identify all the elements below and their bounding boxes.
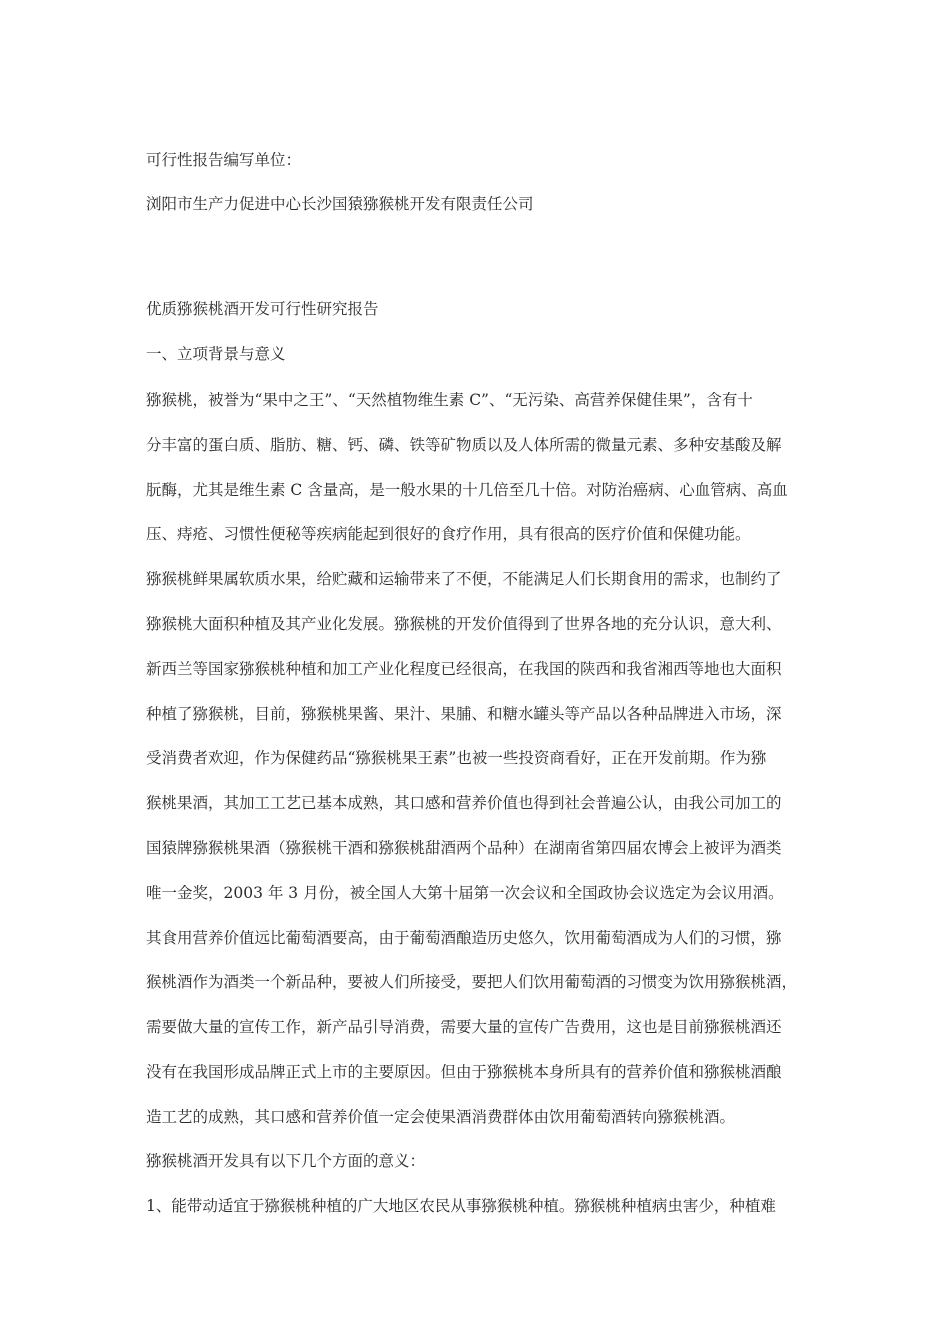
body-line: 1、能带动适宜于猕猴桃种植的广大地区农民从事猕猴桃种植。猕猴桃种植病虫害少，种植难: [146, 1197, 776, 1215]
body-line: 唯一金奖，2003 年 3 月份，被全国人大第十届第一次会议和全国政协会议选定为会议用酒。: [146, 884, 784, 902]
report-title: 优质猕猴桃酒开发可行性研究报告: [146, 300, 379, 318]
body-line: 新西兰等国家猕猴桃种植和加工产业化程度已经很高，在我国的陕西和我省湘西等地也大面积: [146, 660, 782, 678]
compiler-label: 可行性报告编写单位：: [146, 151, 302, 169]
body-line: 造工艺的成熟，其口感和营养价值一定会使果酒消费群体由饮用葡萄酒转向猕猴桃酒。: [146, 1108, 736, 1126]
body-line: 其食用营养价值远比葡萄酒要高，由于葡萄酒酿造历史悠久，饮用葡萄酒成为人们的习惯，猕: [146, 929, 782, 947]
body-line: 猴桃果酒，其加工工艺已基本成熟，其口感和营养价值也得到社会普遍公认，由我公司加工的: [146, 794, 782, 812]
body-line: 种植了猕猴桃，目前，猕猴桃果酱、果汁、果脯、和糖水罐头等产品以各种品牌进入市场，深: [146, 705, 782, 723]
body-line: 国猿牌猕猴桃果酒（猕猴桃干酒和猕猴桃甜酒两个品种）在湖南省第四届农博会上被评为酒类: [146, 839, 782, 857]
body-line: 猴桃酒作为酒类一个新品种，要被人们所接受，要把人们饮用葡萄酒的习惯变为饮用猕猴桃酒，: [146, 973, 798, 991]
body-line: 需要做大量的宣传工作，新产品引导消费，需要大量的宣传广告费用，这也是目前猕猴桃酒还: [146, 1018, 782, 1036]
body-line: 猕猴桃，被誉为“果中之王”、“天然植物维生素 C”、“无污染、高营养保健佳果”，含有十: [146, 391, 753, 409]
body-line: 猕猴桃酒开发具有以下几个方面的意义：: [146, 1152, 426, 1170]
body-line: 猕猴桃鲜果属软质水果，给贮藏和运输带来了不便，不能满足人们长期食用的需求，也制约了: [146, 570, 782, 588]
body-line: 受消费者欢迎，作为保健药品“猕猴桃果王素”也被一些投资商看好，正在开发前期。作为猕: [146, 749, 767, 767]
body-line: 朊酶，尤其是维生素 C 含量高，是一般水果的十几倍至几十倍。对防治癌病、心血管病、高血: [146, 481, 788, 499]
body-line: 没有在我国形成品牌正式上市的主要原因。但由于猕猴桃本身所具有的营养价值和猕猴桃酒酿: [146, 1063, 782, 1081]
body-line: 压、痔疮、习惯性便秘等疾病能起到很好的食疗作用，具有很高的医疗价值和保健功能。: [146, 525, 751, 543]
section-heading: 一、立项背景与意义: [146, 345, 286, 363]
compiler-organizations: 浏阳市生产力促进中心长沙国猿猕猴桃开发有限责任公司: [146, 195, 534, 213]
body-line: 分丰富的蛋白质、脂肪、糖、钙、磷、铁等矿物质以及人体所需的微量元素、多种安基酸及解: [146, 436, 782, 454]
body-line: 猕猴桃大面积种植及其产业化发展。猕猴桃的开发价值得到了世界各地的充分认识，意大利、: [146, 615, 782, 633]
